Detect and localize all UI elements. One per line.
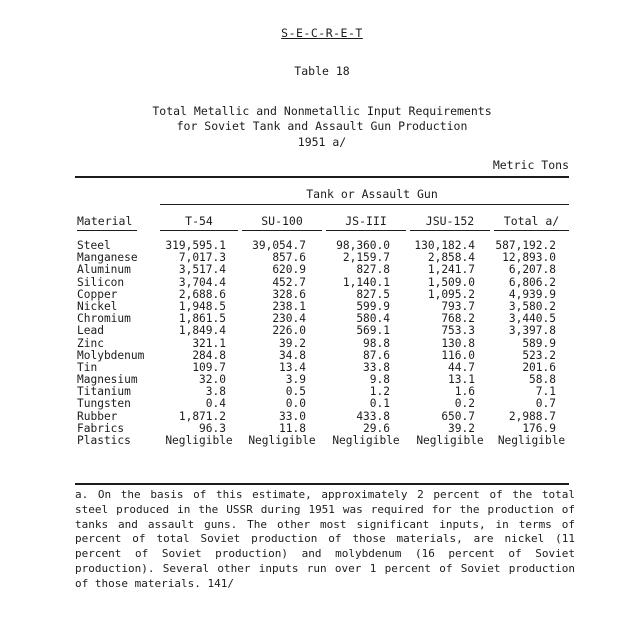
cell-total: 6,207.8 bbox=[508, 263, 556, 277]
cell-t54: 109.7 bbox=[192, 360, 226, 374]
cell-su100: 11.8 bbox=[279, 421, 306, 435]
cell-js3: 599.9 bbox=[356, 299, 390, 313]
column-header-t54-label: T-54 bbox=[185, 214, 213, 228]
cell-su100: 328.6 bbox=[272, 287, 306, 301]
group-header-rule bbox=[160, 204, 569, 205]
classification-text: S-E-C-R-E-T bbox=[281, 26, 363, 40]
table-row bbox=[0, 338, 644, 350]
cell-total: 58.8 bbox=[529, 373, 556, 387]
cell-material: Magnesium bbox=[77, 373, 138, 387]
cell-su100: 238.1 bbox=[272, 299, 306, 313]
cell-material: Steel bbox=[77, 239, 111, 252]
column-header-underline bbox=[160, 230, 238, 231]
footnote bbox=[75, 488, 575, 592]
cell-total: 7.1 bbox=[535, 385, 556, 399]
cell-total: 3,397.8 bbox=[508, 324, 556, 338]
cell-material: Molybdenum bbox=[77, 348, 145, 362]
cell-jsu152: 0.2 bbox=[454, 397, 475, 411]
cell-total: 176.9 bbox=[522, 421, 556, 435]
cell-jsu152: 650.7 bbox=[441, 409, 475, 423]
cell-jsu152: 13.1 bbox=[448, 373, 475, 387]
cell-t54: 7,017.3 bbox=[178, 251, 226, 265]
cell-su100: Negligible bbox=[248, 434, 316, 447]
cell-js3: 9.8 bbox=[369, 373, 390, 387]
cell-js3: 580.4 bbox=[356, 312, 390, 326]
column-header-material bbox=[77, 214, 137, 228]
column-header-total bbox=[494, 214, 569, 228]
cell-t54: 3.8 bbox=[205, 385, 226, 399]
cell-su100: 857.6 bbox=[272, 251, 306, 265]
column-header-js3-label: JS-III bbox=[345, 214, 387, 228]
table-top-rule bbox=[75, 176, 569, 178]
column-header-underline bbox=[494, 230, 569, 231]
table-row bbox=[0, 264, 644, 276]
cell-js3: 98,360.0 bbox=[336, 239, 390, 252]
cell-t54: 321.1 bbox=[192, 336, 226, 350]
cell-jsu152: 1,241.7 bbox=[427, 263, 475, 277]
cell-su100: 620.9 bbox=[272, 263, 306, 277]
cell-js3: 827.8 bbox=[356, 263, 390, 277]
cell-total: 201.6 bbox=[522, 360, 556, 374]
cell-jsu152: 753.3 bbox=[441, 324, 475, 338]
table-bottom-rule bbox=[75, 483, 569, 485]
cell-total: 589.9 bbox=[522, 336, 556, 350]
cell-total: 4,939.9 bbox=[508, 287, 556, 301]
column-header-jsu152 bbox=[410, 214, 490, 228]
cell-js3: 1.2 bbox=[369, 385, 390, 399]
cell-material: Tin bbox=[77, 360, 98, 374]
cell-total: 0.7 bbox=[535, 397, 556, 411]
cell-total: 523.2 bbox=[522, 348, 556, 362]
column-header-material-label: Material bbox=[77, 214, 133, 228]
cell-jsu152: 1.6 bbox=[454, 385, 475, 399]
cell-js3: 569.1 bbox=[356, 324, 390, 338]
cell-t54: 1,948.5 bbox=[178, 299, 226, 313]
table-row bbox=[0, 435, 644, 447]
cell-su100: 0.0 bbox=[285, 397, 306, 411]
table-body bbox=[0, 240, 644, 447]
cell-total: 3,440.5 bbox=[508, 312, 556, 326]
cell-total: Negligible bbox=[497, 434, 566, 447]
cell-su100: 39.2 bbox=[279, 336, 306, 350]
cell-material: Tungsten bbox=[77, 397, 131, 411]
cell-t54: 1,871.2 bbox=[178, 409, 226, 423]
cell-su100: 3.9 bbox=[285, 373, 306, 387]
table-row bbox=[0, 325, 644, 337]
column-header-underline bbox=[242, 230, 322, 231]
cell-su100: 0.5 bbox=[285, 385, 306, 399]
table-row bbox=[0, 411, 644, 423]
cell-material: Nickel bbox=[77, 299, 118, 313]
cell-material: Silicon bbox=[77, 275, 125, 289]
cell-jsu152: 2,858.4 bbox=[427, 251, 475, 265]
cell-js3: 433.8 bbox=[356, 409, 390, 423]
cell-total: 2,988.7 bbox=[508, 409, 556, 423]
column-header-su100-label: SU-100 bbox=[261, 214, 303, 228]
cell-jsu152: 44.7 bbox=[448, 360, 475, 374]
cell-t54: 3,517.4 bbox=[178, 263, 226, 277]
cell-total: 12,893.0 bbox=[502, 251, 556, 265]
cell-material: Lead bbox=[77, 324, 104, 338]
cell-t54: Negligible bbox=[165, 434, 233, 447]
cell-js3: 827.5 bbox=[356, 287, 390, 301]
cell-material: Titanium bbox=[77, 385, 131, 399]
column-header-js3 bbox=[326, 214, 406, 228]
cell-su100: 13.4 bbox=[279, 360, 306, 374]
cell-jsu152: 130,182.4 bbox=[414, 239, 475, 252]
classification-marking bbox=[0, 26, 644, 40]
cell-t54: 0.4 bbox=[205, 397, 226, 411]
cell-js3: 2,159.7 bbox=[342, 251, 390, 265]
table-number: Table 18 bbox=[294, 64, 350, 78]
column-header-underline bbox=[326, 230, 406, 231]
cell-t54: 96.3 bbox=[199, 421, 226, 435]
cell-material: Rubber bbox=[77, 409, 118, 423]
cell-su100: 452.7 bbox=[272, 275, 306, 289]
cell-t54: 32.0 bbox=[199, 373, 226, 387]
cell-su100: 230.4 bbox=[272, 312, 306, 326]
cell-jsu152: 130.8 bbox=[441, 336, 475, 350]
column-header-jsu152-label: JSU-152 bbox=[425, 214, 475, 228]
table-row bbox=[0, 398, 644, 410]
cell-material: Chromium bbox=[77, 312, 131, 326]
cell-t54: 319,595.1 bbox=[165, 239, 226, 252]
cell-t54: 284.8 bbox=[192, 348, 226, 362]
cell-jsu152: 1,509.0 bbox=[427, 275, 475, 289]
column-header-t54 bbox=[160, 214, 238, 228]
cell-js3: 29.6 bbox=[363, 421, 390, 435]
cell-jsu152: 116.0 bbox=[441, 348, 475, 362]
cell-js3: 0.1 bbox=[369, 397, 390, 411]
column-header-su100 bbox=[242, 214, 322, 228]
cell-su100: 33.0 bbox=[279, 409, 306, 423]
cell-su100: 34.8 bbox=[279, 348, 306, 362]
cell-jsu152: 1,095.2 bbox=[427, 287, 475, 301]
cell-su100: 226.0 bbox=[272, 324, 306, 338]
column-header-underline bbox=[410, 230, 490, 231]
cell-material: Copper bbox=[77, 287, 118, 301]
footnote-text: a. On the basis of this estimate, approximately 2 percent of the total steel produced in the USSR during 1951 was required for the production of tanks and assault guns. The other most significant inputs, in terms of percent of total Soviet production of those materials, are nickel (11 percent of Soviet production) and molybdenum (16 percent of Soviet production). Several other inputs run over 1 percent of Soviet production of those materials. 141/ bbox=[75, 488, 575, 590]
cell-t54: 2,688.6 bbox=[178, 287, 226, 301]
units-label: Metric Tons bbox=[492, 158, 569, 172]
cell-js3: 1,140.1 bbox=[342, 275, 390, 289]
cell-material: Plastics bbox=[77, 434, 131, 447]
cell-material: Zinc bbox=[77, 336, 104, 350]
table-title-line-3: 1951 a/ bbox=[297, 135, 347, 149]
cell-jsu152: Negligible bbox=[416, 434, 484, 447]
cell-material: Manganese bbox=[77, 251, 138, 265]
cell-jsu152: 39.2 bbox=[448, 421, 475, 435]
cell-jsu152: 793.7 bbox=[441, 299, 475, 313]
cell-js3: 33.8 bbox=[363, 360, 390, 374]
cell-t54: 1,849.4 bbox=[178, 324, 226, 338]
column-header-underline bbox=[77, 230, 137, 231]
table-row bbox=[0, 277, 644, 289]
table-title-line-2: for Soviet Tank and Assault Gun Production bbox=[176, 119, 468, 133]
group-header: Tank or Assault Gun bbox=[306, 187, 438, 201]
cell-total: 587,192.2 bbox=[495, 239, 556, 252]
table-title-line-1: Total Metallic and Nonmetallic Input Requirements bbox=[152, 104, 492, 118]
cell-su100: 39,054.7 bbox=[252, 239, 306, 252]
cell-t54: 3,704.4 bbox=[178, 275, 226, 289]
cell-material: Fabrics bbox=[77, 421, 125, 435]
cell-total: 6,806.2 bbox=[508, 275, 556, 289]
cell-t54: 1,861.5 bbox=[178, 312, 226, 326]
cell-js3: Negligible bbox=[332, 434, 400, 447]
cell-jsu152: 768.2 bbox=[441, 312, 475, 326]
column-header-total-label: Total a/ bbox=[503, 214, 560, 228]
cell-js3: 98.8 bbox=[363, 336, 390, 350]
cell-material: Aluminum bbox=[77, 263, 131, 277]
cell-js3: 87.6 bbox=[363, 348, 390, 362]
cell-total: 3,580.2 bbox=[508, 299, 556, 313]
